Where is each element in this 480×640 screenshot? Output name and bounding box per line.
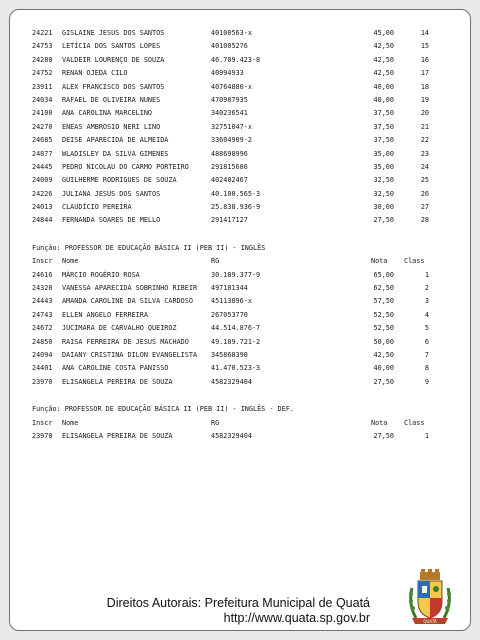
cell-nome: CLAUDÍCIO PEREIRA (62, 203, 132, 212)
cell-rg: 32751047-x (211, 122, 252, 131)
cell-rg: 40100563-x (211, 29, 252, 37)
cell-nota: 42,50 (373, 42, 394, 51)
section-gap (32, 228, 452, 242)
document-page (9, 9, 471, 631)
cell-nota: 32,50 (373, 176, 394, 185)
cell-rg: 45113896-x (211, 297, 252, 306)
cell-nota: 30,00 (373, 203, 394, 212)
cell-class: 7 (424, 350, 429, 359)
cell-class: 15 (420, 42, 429, 51)
cell-nota: 65,00 (373, 270, 394, 279)
cell-nome: RAFAEL DE OLIVEIRA NUNES (62, 95, 161, 104)
cell-nome: RENAN OJEDA CILO (62, 69, 128, 78)
table-row (32, 362, 452, 375)
cell-nome: FERNANDA SOARES DE MELLO (62, 216, 161, 225)
cell-nota: 32,50 (373, 189, 394, 198)
table-row (32, 322, 452, 335)
cell-nota: 52,50 (373, 324, 394, 333)
website-link[interactable]: http://www.quata.sp.gov.br (223, 611, 370, 625)
cell-inscr: 24445 (32, 162, 53, 171)
cell-nota: 52,50 (373, 310, 394, 319)
cell-rg: 4582329404 (211, 431, 252, 440)
cell-rg: 4582329404 (211, 377, 252, 386)
header-rg: RG (211, 257, 220, 266)
copyright-footer (107, 596, 370, 626)
table-row (32, 27, 452, 40)
copyright-line: Direitos Autorais: Prefeitura Municipal de Quatá (106, 596, 370, 610)
cell-class: 8 (424, 364, 429, 373)
header-nome: Nome (62, 418, 79, 427)
cell-inscr: 24685 (32, 136, 53, 145)
cell-rg: 291815686 (211, 162, 248, 171)
cell-nota: 42,50 (373, 69, 394, 78)
cell-class: 19 (420, 95, 429, 104)
cell-inscr: 24221 (32, 29, 53, 37)
cell-class: 3 (424, 297, 429, 306)
cell-nome: RAISA FERREIRA DE JESUS MACHADO (62, 337, 189, 346)
table-row (32, 94, 452, 107)
table-row (32, 295, 452, 308)
cell-nota: 27,50 (373, 431, 394, 440)
cell-nome: DAIANY CRISTINA DILON EVANGELISTA (62, 350, 198, 359)
cell-nome: JULIANA JESUS DOS SANTOS (62, 189, 161, 198)
cell-nome: ELISANGELA PEREIRA DE SOUZA (62, 431, 173, 440)
cell-nome: PEDRO NICOLAU DO CARMO PORTEIRO (62, 162, 189, 171)
table-row (32, 201, 452, 214)
cell-inscr: 24226 (32, 189, 53, 198)
cell-nota: 45,00 (373, 29, 394, 37)
table-row (32, 148, 452, 161)
cell-nota: 37,50 (373, 109, 394, 118)
cell-inscr: 24009 (32, 176, 53, 185)
cell-class: 1 (424, 431, 429, 440)
cell-rg: 291417127 (211, 216, 248, 225)
cell-inscr: 24320 (32, 284, 53, 293)
cell-class: 9 (424, 377, 429, 386)
cell-class: 27 (420, 203, 429, 212)
cell-nota: 35,00 (373, 149, 394, 158)
cell-nome: MÁRCIO ROGÉRIO ROSA (62, 270, 140, 279)
cell-class: 24 (420, 162, 429, 171)
cell-inscr: 24034 (32, 95, 53, 104)
header-rg: RG (211, 418, 220, 427)
cell-class: 28 (420, 216, 429, 225)
cell-nota: 40,00 (373, 364, 394, 373)
cell-nota: 37,50 (373, 136, 394, 145)
cell-inscr: 23911 (32, 82, 53, 91)
cell-nota: 40,00 (373, 82, 394, 91)
cell-class: 14 (420, 29, 429, 37)
header-inscr: Inscr (32, 257, 53, 266)
table-row (32, 309, 452, 322)
header-nota: Nota (371, 418, 388, 427)
cell-nota: 57,50 (373, 297, 394, 306)
cell-inscr: 24616 (32, 270, 53, 279)
cell-nota: 35,00 (373, 162, 394, 171)
cell-nota: 62,50 (373, 284, 394, 293)
table-row (32, 188, 452, 201)
cell-rg: 46.709.423-8 (211, 55, 261, 64)
cell-class: 6 (424, 337, 429, 346)
cell-rg: 40764880-x (211, 82, 252, 91)
table-row (32, 107, 452, 120)
table-row (32, 174, 452, 187)
cell-nome: ANA CAROLINA MARCELINO (62, 109, 153, 118)
cell-inscr: 24013 (32, 203, 53, 212)
crest-text: QUATÁ (423, 619, 437, 624)
section-title-ingles-def: Função: PROFESSOR DE EDUCAÇÃO BÁSICA II (PEB II) - INGLÊS - DEF. (32, 405, 294, 414)
top-rows-group (32, 27, 452, 228)
cell-class: 18 (420, 82, 429, 91)
table-row (32, 430, 452, 443)
cell-inscr: 24753 (32, 42, 53, 51)
cell-nome: JUCIMARA DE CARVALHO QUEIROZ (62, 324, 177, 333)
section-title-ingles: Função: PROFESSOR DE EDUCAÇÃO BÁSICA II (PEB II) - INGLÊS (32, 243, 266, 252)
cell-nome: LETÍCIA DOS SANTOS LOPES (62, 42, 161, 51)
cell-inscr: 24877 (32, 149, 53, 158)
header-class: Class (404, 257, 425, 266)
table-row (32, 376, 452, 389)
header-nome: Nome (62, 257, 79, 266)
cell-class: 26 (420, 189, 429, 198)
cell-class: 22 (420, 136, 429, 145)
cell-rg: 345868390 (211, 350, 248, 359)
cell-nome: AMANDA CAROLINE DA SILVA CARDOSO (62, 297, 193, 306)
cell-inscr: 24672 (32, 324, 53, 333)
table-row (32, 54, 452, 67)
cell-class: 23 (420, 149, 429, 158)
table-row (32, 40, 452, 53)
cell-inscr: 23970 (32, 431, 53, 440)
header-class: Class (404, 418, 425, 427)
cell-class: 2 (424, 284, 429, 293)
cell-rg: 40.100.565-3 (211, 189, 261, 198)
table-header-ingles-def (32, 417, 452, 430)
ingles-def-rows-group (32, 430, 452, 443)
cell-inscr: 24280 (32, 55, 53, 64)
header-inscr: Inscr (32, 418, 53, 427)
cell-nome: GUILHERME RODRIGUES DE SOUZA (62, 176, 177, 185)
cell-rg: 488698996 (211, 149, 248, 158)
table-header-ingles (32, 255, 452, 268)
results-list (32, 27, 452, 443)
cell-nota: 37,50 (373, 122, 394, 131)
table-row (32, 336, 452, 349)
cell-nota: 50,00 (373, 337, 394, 346)
cell-nome: ENEAS AMBROSIO NERI LINO (62, 122, 161, 131)
table-row (32, 67, 452, 80)
cell-class: 16 (420, 55, 429, 64)
cell-nome: GISLAINE JESUS DOS SANTOS (62, 29, 165, 37)
cell-nome: VANESSA APARECIDA SOBRINHO RIBEIR (62, 284, 198, 293)
cell-nome: ALEX FRANCISCO DOS SANTOS (62, 82, 165, 91)
cell-inscr: 24443 (32, 297, 53, 306)
cell-nota: 42,50 (373, 350, 394, 359)
cell-rg: 30.189.377-9 (211, 270, 261, 279)
city-coat-of-arms-icon (406, 568, 454, 630)
cell-nota: 27,50 (373, 377, 394, 386)
table-row (32, 121, 452, 134)
table-row (32, 214, 452, 227)
cell-rg: 267053770 (211, 310, 248, 319)
cell-class: 25 (420, 176, 429, 185)
cell-inscr: 24752 (32, 69, 53, 78)
cell-nome: ELISANGELA PEREIRA DE SOUZA (62, 377, 173, 386)
table-row (32, 349, 452, 362)
cell-class: 4 (424, 310, 429, 319)
cell-rg: 44.514.876-7 (211, 324, 261, 333)
cell-rg: 25.838.936-9 (211, 203, 261, 212)
table-row (32, 282, 452, 295)
cell-inscr: 24401 (32, 364, 53, 373)
table-row (32, 81, 452, 94)
cell-rg: 401005276 (211, 42, 248, 51)
cell-nome: ANA CAROLINE COSTA PANISSO (62, 364, 169, 373)
cell-nome: ELLEN ANGELO FERREIRA (62, 310, 148, 319)
table-row (32, 161, 452, 174)
header-nota: Nota (371, 257, 388, 266)
cell-rg: 340236541 (211, 109, 248, 118)
section-gap (32, 389, 452, 403)
cell-nota: 42,50 (373, 55, 394, 64)
cell-class: 5 (424, 324, 429, 333)
cell-class: 17 (420, 69, 429, 78)
table-row (32, 269, 452, 282)
ingles-rows-group (32, 269, 452, 390)
cell-inscr: 24270 (32, 122, 53, 131)
cell-inscr: 24094 (32, 350, 53, 359)
cell-rg: 402402467 (211, 176, 248, 185)
cell-rg: 470987935 (211, 95, 248, 104)
cell-rg: 49.189.721-2 (211, 337, 261, 346)
cell-nota: 40,00 (373, 95, 394, 104)
cell-rg: 41.470.523-3 (211, 364, 261, 373)
cell-inscr: 24743 (32, 310, 53, 319)
table-row (32, 134, 452, 147)
cell-class: 1 (424, 270, 429, 279)
cell-nome: WLADISLEY DA SILVA GIMENES (62, 149, 169, 158)
cell-rg: 40994933 (211, 69, 244, 78)
cell-rg: 497181344 (211, 284, 248, 293)
cell-inscr: 23970 (32, 377, 53, 386)
cell-nome: VALDEIR LOURENÇO DE SOUZA (62, 55, 165, 64)
cell-inscr: 24850 (32, 337, 53, 346)
cell-rg: 33604909-2 (211, 136, 252, 145)
cell-inscr: 24100 (32, 109, 53, 118)
cell-class: 20 (420, 109, 429, 118)
cell-class: 21 (420, 122, 429, 131)
cell-inscr: 24844 (32, 216, 53, 225)
cell-nota: 27,50 (373, 216, 394, 225)
cell-nome: DEISE APARECIDA DE ALMEIDA (62, 136, 169, 145)
